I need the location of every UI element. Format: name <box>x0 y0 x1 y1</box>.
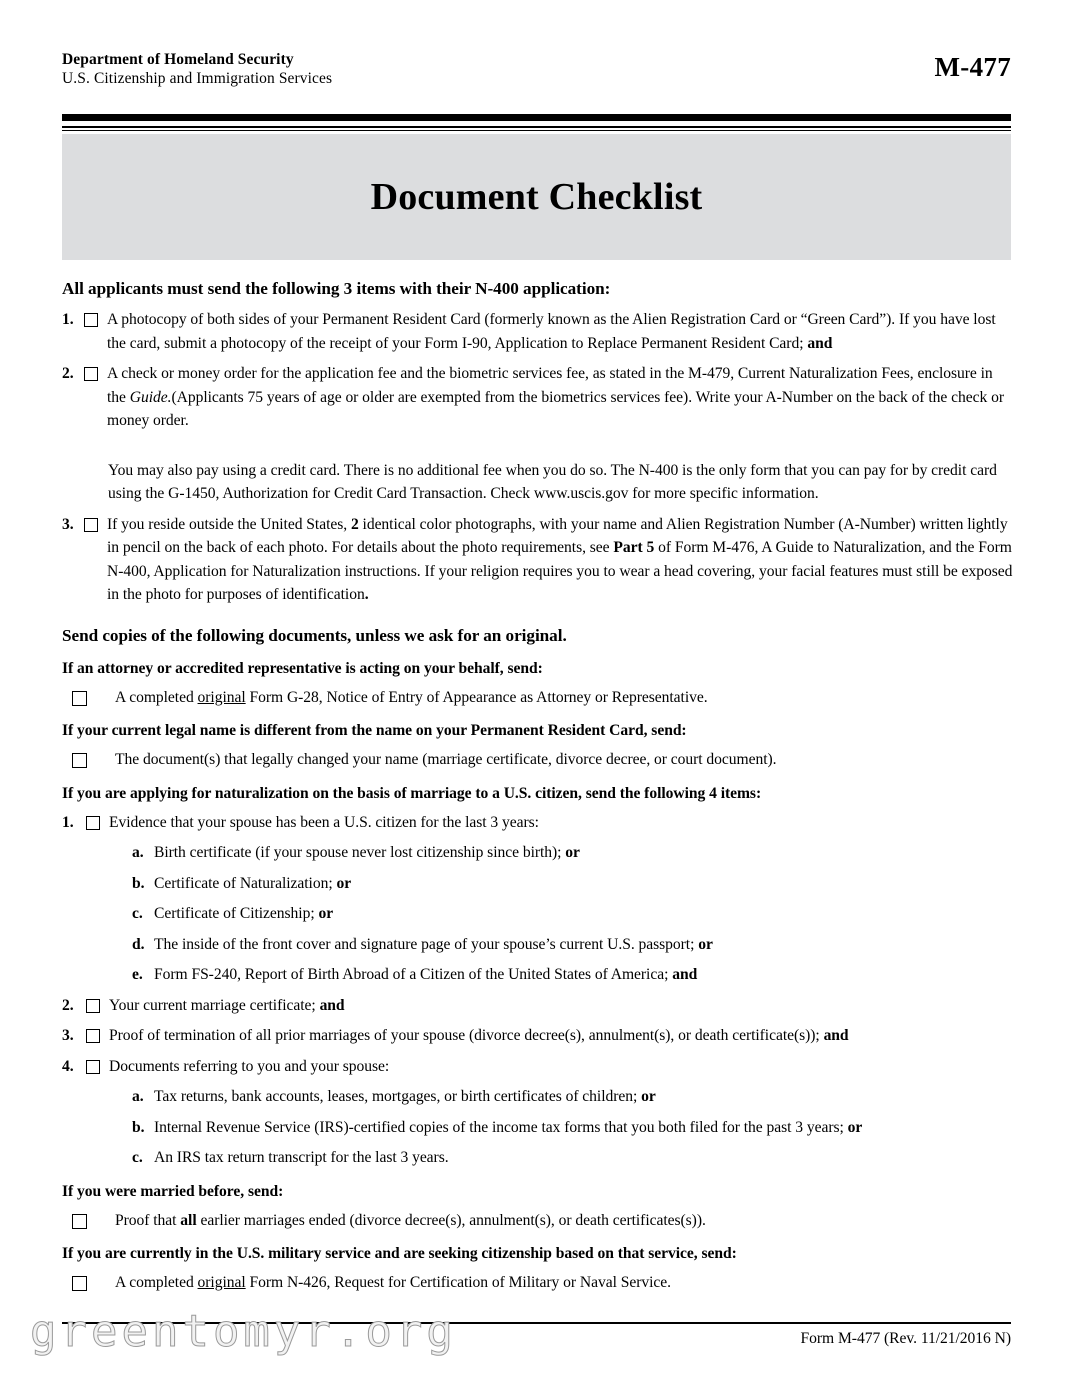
checkbox-icon[interactable] <box>72 1214 87 1229</box>
document-body <box>62 278 1013 1302</box>
sub-item-letter: c. <box>132 1149 143 1166</box>
sub-a-body: Birth certificate (if your spouse never lost citizenship since birth); <box>154 844 566 861</box>
marriage-2-body: Your current marriage certificate; <box>109 996 320 1014</box>
checkbox-icon[interactable] <box>84 518 98 532</box>
heading-all-applicants: All applicants must send the following 3 items with their N-400 application: <box>62 279 611 298</box>
item-number: 1. <box>62 311 74 328</box>
agency-name: U.S. Citizenship and Immigration Services <box>62 70 333 87</box>
item-3-body-a: If you reside outside the United States, <box>107 515 351 533</box>
checklist-item-attorney <box>72 686 1013 710</box>
sub-b-conj: or <box>336 874 352 892</box>
item-text: Evidence that your spouse has been a U.S. citizen for the last 3 years: <box>109 813 539 831</box>
sub-item-letter: e. <box>132 966 143 983</box>
marriage-1-sub-a <box>132 841 1013 865</box>
item-text <box>109 994 1013 1018</box>
title-banner <box>62 134 1011 260</box>
marriage-1-sub-c <box>132 902 1013 926</box>
item-3-count: 2 <box>350 515 359 533</box>
checkbox-icon[interactable] <box>72 1276 87 1291</box>
form-number: M-477 <box>934 52 1011 82</box>
sub-item-text <box>154 872 1013 896</box>
sub-item-text <box>154 841 1013 865</box>
heading-marriage: If you are applying for naturalization on the basis of marriage to a U.S. citizen, send the following 4 items: <box>62 784 762 802</box>
heading-send-copies: Send copies of the following documents, unless we ask for an original. <box>62 625 567 645</box>
sub-item-text <box>154 1085 1013 1109</box>
married-before-b: earlier marriages ended (divorce decree(s), annulment(s), or death certificates(s)). <box>196 1211 706 1229</box>
attorney-text-b: Form G-28, Notice of Entry of Appearance as Attorney or Representative. <box>245 688 708 706</box>
item-text <box>115 686 1013 710</box>
heading-married-before: If you were married before, send: <box>62 1182 284 1200</box>
sub-item-text: An IRS tax return transcript for the last 3 years. <box>154 1149 449 1166</box>
item-3-body-b: identical color photographs, with your name and Alien Registration Number (A-Number) written lightly in pencil on the back of each photo. For details about the photo requirements, see <box>107 515 1008 556</box>
marriage-4-sub-a <box>132 1085 1013 1109</box>
sub-item-letter: b. <box>132 874 145 892</box>
item-text: Documents referring to you and your spouse: <box>109 1057 390 1075</box>
sub-item-letter: a. <box>132 1088 144 1105</box>
item-number: 1. <box>62 813 74 831</box>
masthead <box>62 50 1011 100</box>
checklist-item-3 <box>62 513 1013 607</box>
footer-rule <box>62 1322 1011 1324</box>
item-text <box>115 1209 1013 1233</box>
checklist-item-marriage-4 <box>62 1055 1013 1079</box>
item-2-guide: Guide. <box>129 388 172 406</box>
married-before-a: Proof that <box>115 1211 181 1229</box>
sub-item-text <box>154 933 1013 957</box>
header-rule-thick <box>62 114 1011 121</box>
heading-name-change: If your current legal name is different from the name on your Permanent Resident Card, send: <box>62 722 687 739</box>
item-3-body-c: of Form M-476, A Guide to Naturalization, and the Form N-400, Application for Naturalization instructions. If your religion requires you to wear a head covering, your facial features must still be exposed in the photo for purposes of identification <box>107 539 1013 603</box>
item-text <box>107 308 1013 355</box>
item-2-body-b: (Applicants 75 years of age or older are exempted from the biometrics services fee). Write your A-Number on the back of the check or money order. <box>107 388 1004 429</box>
item-text <box>107 362 1013 433</box>
sub-a-conj: or <box>565 844 580 861</box>
item-number: 3. <box>62 1027 74 1044</box>
item-text <box>115 1271 1013 1295</box>
item-2-body-a: A check or money order for the application fee and the biometric services fee, as stated in the M-479, Current Naturalization Fees, enclosure in the <box>107 365 993 406</box>
marriage-1-sub-e <box>132 963 1013 987</box>
item-text <box>107 513 1013 607</box>
sub-d-body: The inside of the front cover and signature page of your spouse’s current U.S. passport; <box>154 935 699 953</box>
sub-c-conj: or <box>318 905 334 922</box>
item-text <box>109 1024 1013 1048</box>
checkbox-icon[interactable] <box>86 1029 100 1043</box>
sub-item-text <box>154 1116 1013 1140</box>
sub-item-letter: b. <box>132 1118 145 1136</box>
sub4-a-body: Tax returns, bank accounts, leases, mortgages, or birth certificates of children; <box>154 1088 642 1105</box>
page-title: Document Checklist <box>370 176 703 218</box>
heading-attorney: If an attorney or accredited representative is acting on your behalf, send: <box>62 659 543 677</box>
checklist-item-marriage-3 <box>62 1024 1013 1048</box>
marriage-2-conj: and <box>319 996 345 1014</box>
marriage-1-sub-d <box>132 933 1013 957</box>
sub4-b-body: Internal Revenue Service (IRS)-certified copies of the income tax forms that you both filed for the past 3 years; <box>154 1118 848 1136</box>
sub-d-conj: or <box>698 935 713 953</box>
marriage-4-sub-c <box>132 1146 1013 1170</box>
item-3-part5: Part 5 <box>613 539 655 556</box>
sub-item-text <box>154 902 1013 926</box>
item-2-continuation: You may also pay using a credit card. There is no additional fee when you do so. The N-400 is the only form that you can pay for by credit card using the G-1450, Authorization for Credit Card Transaction. Check www.uscis.gov for more specific information. <box>108 461 997 502</box>
checklist-item-name-change <box>72 748 1013 772</box>
item-number: 2. <box>62 996 74 1014</box>
header-rule-thin-upper <box>62 126 1011 128</box>
sub-item-letter: d. <box>132 935 145 953</box>
checkbox-icon[interactable] <box>72 753 87 768</box>
checkbox-icon[interactable] <box>86 816 100 830</box>
heading-military: If you are currently in the U.S. military service and are seeking citizenship based on that service, send: <box>62 1245 737 1262</box>
attorney-original: original <box>197 688 246 706</box>
checklist-item-military <box>72 1271 1013 1295</box>
married-before-all: all <box>180 1211 197 1229</box>
item-number: 4. <box>62 1057 74 1075</box>
checklist-item-2 <box>62 362 1013 433</box>
checkbox-icon[interactable] <box>84 313 98 327</box>
header-rule-thin-lower <box>62 130 1011 131</box>
checklist-item-married-before <box>72 1209 1013 1233</box>
military-original: original <box>197 1274 246 1291</box>
sub4-b-conj: or <box>847 1118 863 1136</box>
checkbox-icon[interactable] <box>86 1060 100 1074</box>
department-name: Department of Homeland Security <box>62 51 294 68</box>
military-text-a: A completed <box>115 1274 198 1291</box>
marriage-1-sub-b <box>132 872 1013 896</box>
sub-b-body: Certificate of Naturalization; <box>154 874 337 892</box>
sub-e-conj: and <box>672 966 698 983</box>
checklist-item-1 <box>62 308 1013 355</box>
sub-c-body: Certificate of Citizenship; <box>154 905 319 922</box>
item-text: The document(s) that legally changed your name (marriage certificate, divorce decree, or court document). <box>115 751 777 768</box>
military-text-b: Form N-426, Request for Certification of Military or Naval Service. <box>245 1274 671 1291</box>
checklist-item-marriage-2 <box>62 994 1013 1018</box>
sub4-a-conj: or <box>641 1088 656 1105</box>
checkbox-icon[interactable] <box>72 691 87 706</box>
checkbox-icon[interactable] <box>86 999 100 1013</box>
watermark: greentomyr.org <box>30 1306 457 1357</box>
item-1-body: A photocopy of both sides of your Permanent Resident Card (formerly known as the Alien Registration Card or “Green Card”). If you have lost the card, submit a photocopy of the receipt of your Form I-90, Application to Replace Permanent Resident Card; <box>107 311 996 352</box>
item-number: 2. <box>62 365 74 382</box>
sub-item-letter: c. <box>132 905 143 922</box>
item-number: 3. <box>62 515 74 533</box>
checklist-item-marriage-1 <box>62 811 1013 835</box>
footer-form-revision: Form M-477 (Rev. 11/21/2016 N) <box>800 1330 1011 1347</box>
sub-e-body: Form FS-240, Report of Birth Abroad of a Citizen of the United States of America; <box>154 966 673 983</box>
sub-item-letter: a. <box>132 844 144 861</box>
marriage-4-sub-b <box>132 1116 1013 1140</box>
sub-item-text <box>154 963 1013 987</box>
attorney-text-a: A completed <box>115 688 198 706</box>
marriage-3-body: Proof of termination of all prior marriages of your spouse (divorce decree(s), annulment(s), or death certificate(s)); <box>109 1027 824 1044</box>
checkbox-icon[interactable] <box>84 367 98 381</box>
item-3-period: . <box>364 586 369 603</box>
marriage-3-conj: and <box>823 1027 849 1044</box>
item-1-and: and <box>807 334 833 352</box>
